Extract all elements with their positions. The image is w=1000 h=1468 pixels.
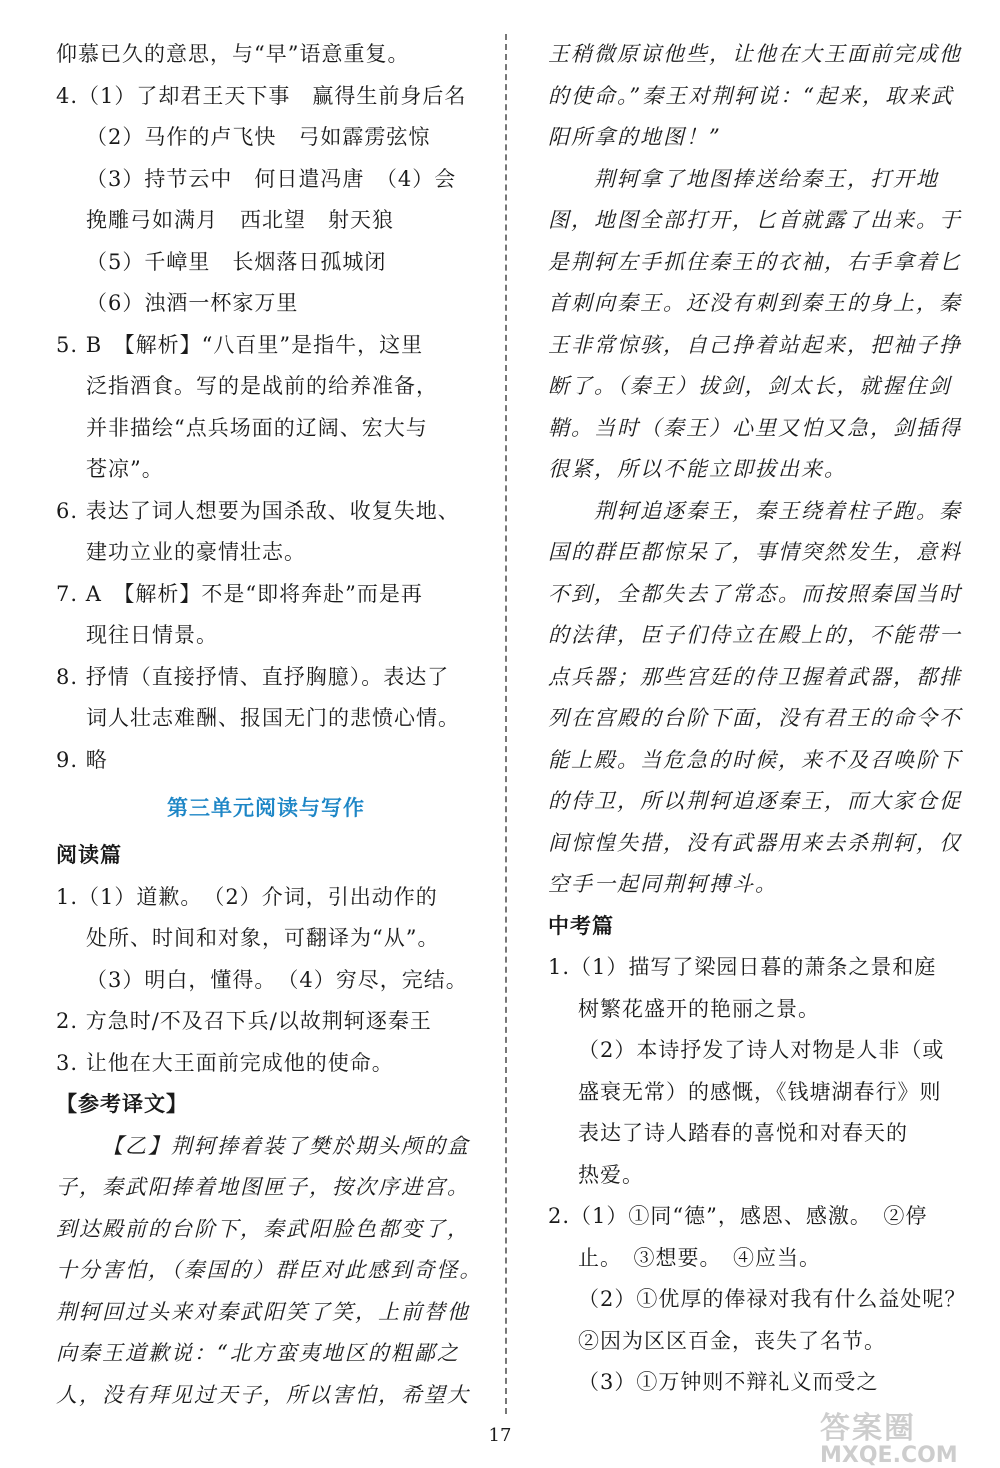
answer-line: （2）马作的卢飞快 弓如霹雳弦惊 (86, 125, 431, 149)
page-number: 17 (488, 1425, 512, 1446)
reading-line: 1.（1）道歉。 （2）介词，引出动作的 (56, 884, 438, 909)
answer-line: （3）持节云中 何日遣冯唐 （4）会 (86, 166, 457, 191)
translation-line: 很紧，所以不能立即拔出来。 (548, 457, 847, 481)
translation-line: 十分害怕，（秦国的）群臣对此感到奇怪。 (56, 1258, 483, 1282)
reading-heading: 阅读篇 (56, 843, 122, 867)
translation-line: 【乙】荆轲捧着装了樊於期头颅的盒 (102, 1133, 470, 1158)
answer-line: 词人壮志难酬、报国无门的悲愤心情。 (86, 706, 460, 730)
answer-line: 6. 表达了词人想要为国杀敌、收复失地、 (56, 498, 460, 523)
answer-line: 5. B 【解析】“八百里”是指牛，这里 (56, 332, 424, 357)
translation-line: 间惊惶失措，没有武器用来去杀荆轲，仅 (548, 830, 962, 855)
exam-line: 热爱。 (578, 1162, 644, 1187)
translation-line: 空手一起同荆轲搏斗。 (548, 872, 778, 896)
translation-line: 王非常惊骇，自己挣着站起来，把袖子挣 (548, 332, 962, 357)
exam-line: ②因为区区百金，丧失了名节。 (578, 1328, 886, 1353)
translation-line: 的使命。”秦王对荆轲说：“起来，取来武 (548, 83, 954, 108)
exam-line: （3）①万钟则不辩礼义而受之 (578, 1370, 879, 1394)
exam-line: 1.（1）描写了梁园日暮的萧条之景和庭 (548, 955, 937, 979)
reading-line: 3. 让他在大王面前完成他的使命。 (56, 1050, 394, 1075)
translation-line: 向秦王道歉说：“北方蛮夷地区的粗鄙之 (56, 1341, 460, 1365)
exam-heading: 中考篇 (548, 913, 614, 938)
translation-line: 点兵器；那些宫廷的侍卫握着武器，都排 (548, 664, 962, 689)
watermark-text: 答案圈 (820, 1411, 916, 1446)
watermark-url: MXQE.COM (820, 1443, 958, 1468)
translation-line: 荆轲拿了地图捧送给秦王，打开地 (594, 166, 939, 191)
answer-line: 9. 略 (56, 747, 108, 772)
translation-line: 到达殿前的台阶下，秦武阳脸色都变了， (56, 1216, 470, 1241)
answer-line: 建功立业的豪情壮志。 (86, 540, 306, 564)
reading-line: 处所、时间和对象，可翻译为“从”。 (86, 926, 440, 950)
answer-line: 7. A 【解析】不是“即将奔赴”而是再 (56, 581, 423, 606)
translation-line: 图，地图全部打开，匕首就露了出来。于 (548, 208, 962, 232)
translation-line: 荆轲追逐秦王，秦王绕着柱子跑。秦 (594, 498, 962, 523)
translation-line: 的侍卫，所以荆轲追逐秦王，而大家仓促 (548, 789, 962, 813)
translation-line: 的法律，臣子们侍立在殿上的，不能带一 (548, 623, 962, 647)
answer-line: 8. 抒情（直接抒情、直抒胸臆）。表达了 (56, 664, 450, 689)
watermark-logo (820, 1403, 990, 1468)
section-title: 第三单元阅读与写作 (167, 796, 365, 820)
exam-line: （2）本诗抒发了诗人对物是人非（或 (578, 1038, 945, 1062)
answer-line: 泛指酒食。写的是战前的给养准备， (86, 374, 438, 398)
answer-line: （5）千嶂里 长烟落日孤城闭 (86, 249, 387, 274)
reading-line: （3）明白，懂得。 （4）穷尽，完结。 (86, 967, 468, 992)
translation-line: 列在宫殿的台阶下面，没有君王的命令不 (548, 706, 962, 730)
exam-line: 树繁花盛开的艳丽之景。 (578, 996, 820, 1021)
exam-line: 盛衰无常）的感慨，《钱塘湖春行》则 (578, 1079, 942, 1104)
exam-line: 止。 ③想要。 ④应当。 (578, 1245, 821, 1270)
translation-line: 是荆轲左手抓住秦王的衣袖，右手拿着匕 (548, 249, 962, 274)
translation-line: 国的群臣都惊呆了，事情突然发生，意料 (548, 540, 962, 564)
translation-line: 不到，全都失去了常态。而按照秦国当时 (548, 581, 962, 606)
exam-line: （2）①优厚的俸禄对我有什么益处呢？ (578, 1287, 967, 1311)
translation-line: 能上殿。当危急的时候，来不及召唤阶下 (548, 747, 962, 772)
translation-line: 王稍微原谅他些，让他在大王面前完成他 (548, 42, 962, 66)
translation-line: 阳所拿的地图！” (548, 125, 722, 149)
exam-line: 表达了诗人踏春的喜悦和对春天的 (578, 1121, 908, 1145)
column-divider (505, 34, 507, 1414)
exam-line: 2.（1）①同“德”，感恩、感激。 ②停 (548, 1204, 928, 1228)
answer-line: 挽雕弓如满月 西北望 射天狼 (86, 208, 394, 232)
translation-line: 荆轲回过头来对秦武阳笑了笑，上前替他 (56, 1299, 470, 1324)
left-column (56, 34, 483, 1416)
answer-line: 仰慕已久的意思，与“早”语意重复。 (56, 42, 410, 66)
translation-line: 断了。（秦王）拔剑，剑太长，就握住剑 (548, 374, 952, 398)
translation-line: 人，没有拜见过天子，所以害怕，希望大 (56, 1382, 470, 1407)
translation-line: 子，秦武阳捧着地图匣子，按次序进宫。 (56, 1175, 470, 1199)
answer-line: 苍凉”。 (86, 457, 164, 481)
translation-line: 鞘。当时（秦王）心里又怕又急，剑插得 (548, 415, 962, 440)
right-column (548, 34, 966, 1404)
answer-line: 现往日情景。 (86, 623, 218, 647)
translation-line: 首刺向秦王。还没有刺到秦王的身上，秦 (548, 291, 962, 315)
answer-line: 4.（1）了却君王天下事 赢得生前身后名 (56, 83, 467, 108)
answer-line: 并非描绘“点兵场面的辽阔、宏大与 (86, 415, 428, 440)
answer-line: （6）浊酒一杯家万里 (86, 291, 299, 315)
reading-line: 2. 方急时/不及召下兵/以故荆轲逐秦王 (56, 1009, 432, 1033)
translation-heading: 【参考译文】 (56, 1092, 188, 1116)
